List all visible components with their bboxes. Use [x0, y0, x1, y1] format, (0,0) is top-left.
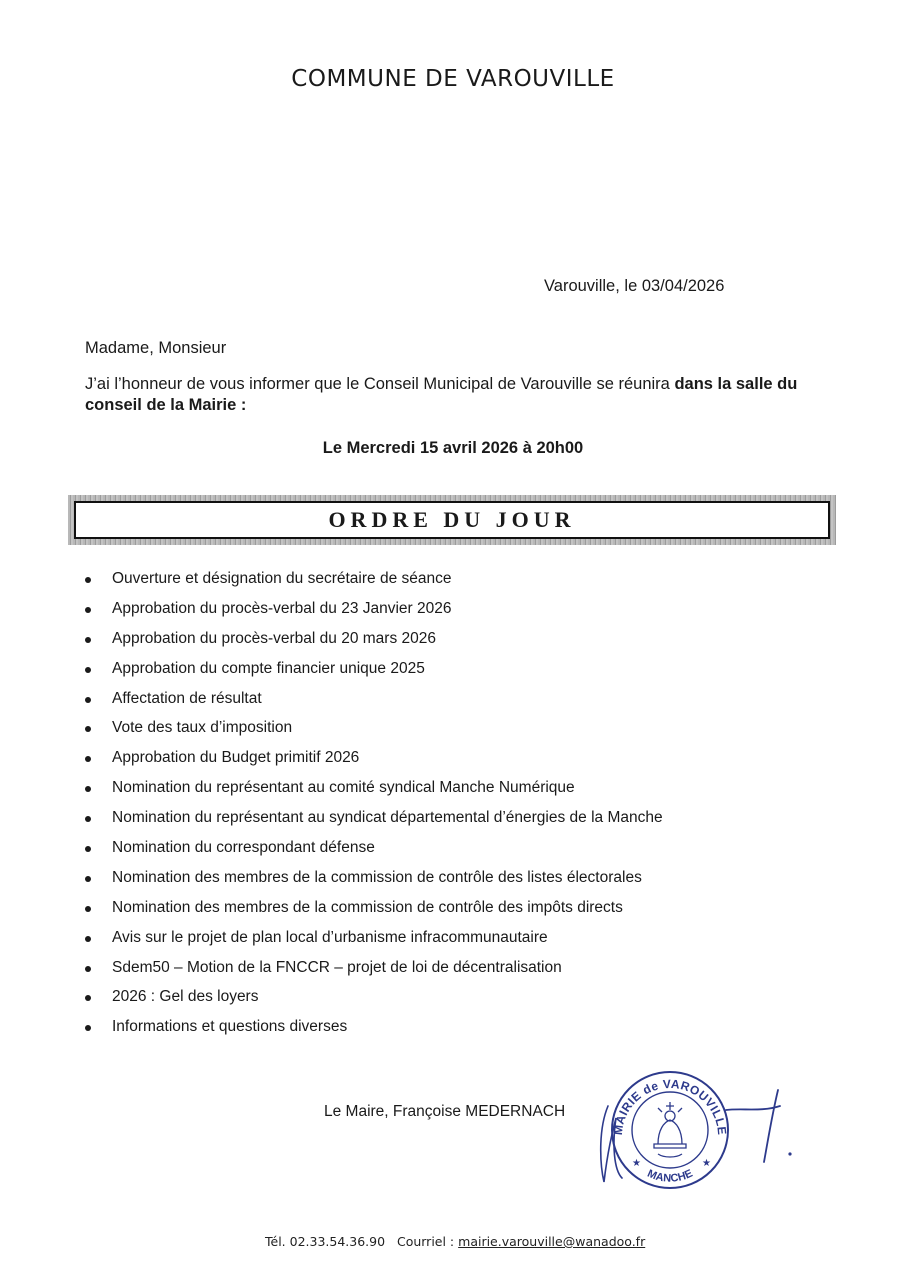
footer-email-label: Courriel : — [396, 1234, 455, 1249]
stamp-text-bottom: MANCHE — [645, 1167, 695, 1185]
stamp-star-icon: ★ — [632, 1158, 641, 1169]
agenda-item-text: Approbation du procès-verbal du 23 Janvier 2026 — [112, 599, 452, 617]
bullet-icon — [85, 846, 91, 852]
bullet-icon — [85, 637, 91, 643]
agenda-item — [85, 596, 663, 626]
bullet-icon — [85, 816, 91, 822]
agenda-item-text: Sdem50 – Motion de la FNCCR – projet de loi de décentralisation — [112, 958, 562, 976]
bullet-icon — [85, 936, 91, 942]
intro-regular-text: J’ai l’honneur de vous informer que le Conseil Municipal de Varouville se réunira — [85, 375, 675, 393]
agenda-item — [85, 1014, 663, 1044]
agenda-item — [85, 686, 663, 716]
bullet-icon — [85, 577, 91, 583]
agenda-item — [85, 984, 663, 1014]
signature-stroke-right — [726, 1090, 780, 1162]
bullet-icon — [85, 876, 91, 882]
intro-paragraph — [85, 374, 805, 416]
stamp-star-icon: ★ — [702, 1158, 711, 1169]
bullet-icon — [85, 966, 91, 972]
agenda-item-text: Approbation du compte financier unique 2025 — [112, 659, 425, 677]
stamp-emblem-icon — [654, 1102, 686, 1157]
agenda-item — [85, 566, 663, 596]
bullet-icon — [85, 906, 91, 912]
agenda-item-text: 2026 : Gel des loyers — [112, 988, 259, 1006]
agenda-list — [85, 566, 663, 1044]
signature-dot — [788, 1152, 791, 1155]
agenda-heading-frame — [68, 495, 836, 545]
bullet-icon — [85, 667, 91, 673]
agenda-item-text: Ouverture et désignation du secrétaire de séance — [112, 570, 452, 587]
stamp-text-top: MAIRIE de VAROUVILLE — [610, 1076, 730, 1136]
meeting-date: Le Mercredi 15 avril 2026 à 20h00 — [322, 439, 584, 457]
agenda-item-text: Approbation du procès-verbal du 20 mars 2026 — [112, 629, 436, 647]
agenda-heading: ORDRE DU JOUR — [328, 507, 576, 532]
agenda-item-text: Nomination du représentant au syndicat départemental d’énergies de la Manche — [112, 809, 663, 827]
agenda-item-text: Nomination du représentant au comité syndical Manche Numérique — [112, 779, 575, 797]
bullet-icon — [85, 697, 91, 703]
bullet-icon — [85, 786, 91, 792]
footer-phone: Tél. 02.33.54.36.90 — [265, 1234, 386, 1249]
agenda-item-text: Affectation de résultat — [112, 689, 262, 707]
agenda-item — [85, 775, 663, 805]
salutation: Madame, Monsieur — [85, 339, 227, 357]
agenda-item-text: Vote des taux d’imposition — [112, 719, 293, 737]
bullet-icon — [85, 756, 91, 762]
agenda-item-text: Nomination du correspondant défense — [112, 839, 375, 857]
agenda-heading-box — [74, 501, 830, 539]
agenda-item — [85, 955, 663, 985]
mayor-signature-line: Le Maire, Françoise MEDERNACH — [324, 1103, 566, 1120]
intro-bold-text: dans la salle du conseil de la Mairie : — [85, 375, 798, 414]
commune-title: COMMUNE DE VAROUVILLE — [291, 66, 615, 92]
agenda-item — [85, 745, 663, 775]
bullet-icon — [85, 726, 91, 732]
agenda-item — [85, 626, 663, 656]
agenda-item — [85, 805, 663, 835]
agenda-item — [85, 895, 663, 925]
mayor-stamp-and-signature — [592, 1070, 807, 1200]
agenda-item-text: Nomination des membres de la commission de contrôle des impôts directs — [112, 898, 623, 916]
agenda-item-text: Nomination des membres de la commission de contrôle des listes électorales — [112, 868, 642, 886]
date-line: Varouville, le 03/04/2026 — [544, 277, 725, 295]
agenda-item — [85, 925, 663, 955]
agenda-item-text: Approbation du Budget primitif 2026 — [112, 749, 360, 767]
bullet-icon — [85, 1025, 91, 1031]
agenda-item-text: Informations et questions diverses — [112, 1018, 348, 1036]
agenda-item — [85, 835, 663, 865]
agenda-item-text: Avis sur le projet de plan local d’urbanisme infracommunautaire — [112, 928, 548, 946]
agenda-item — [85, 865, 663, 895]
contact-footer — [265, 1234, 645, 1249]
agenda-item — [85, 656, 663, 686]
bullet-icon — [85, 607, 91, 613]
agenda-item — [85, 715, 663, 745]
footer-email-link[interactable]: mairie.varouville@wanadoo.fr — [458, 1234, 646, 1249]
bullet-icon — [85, 995, 91, 1001]
